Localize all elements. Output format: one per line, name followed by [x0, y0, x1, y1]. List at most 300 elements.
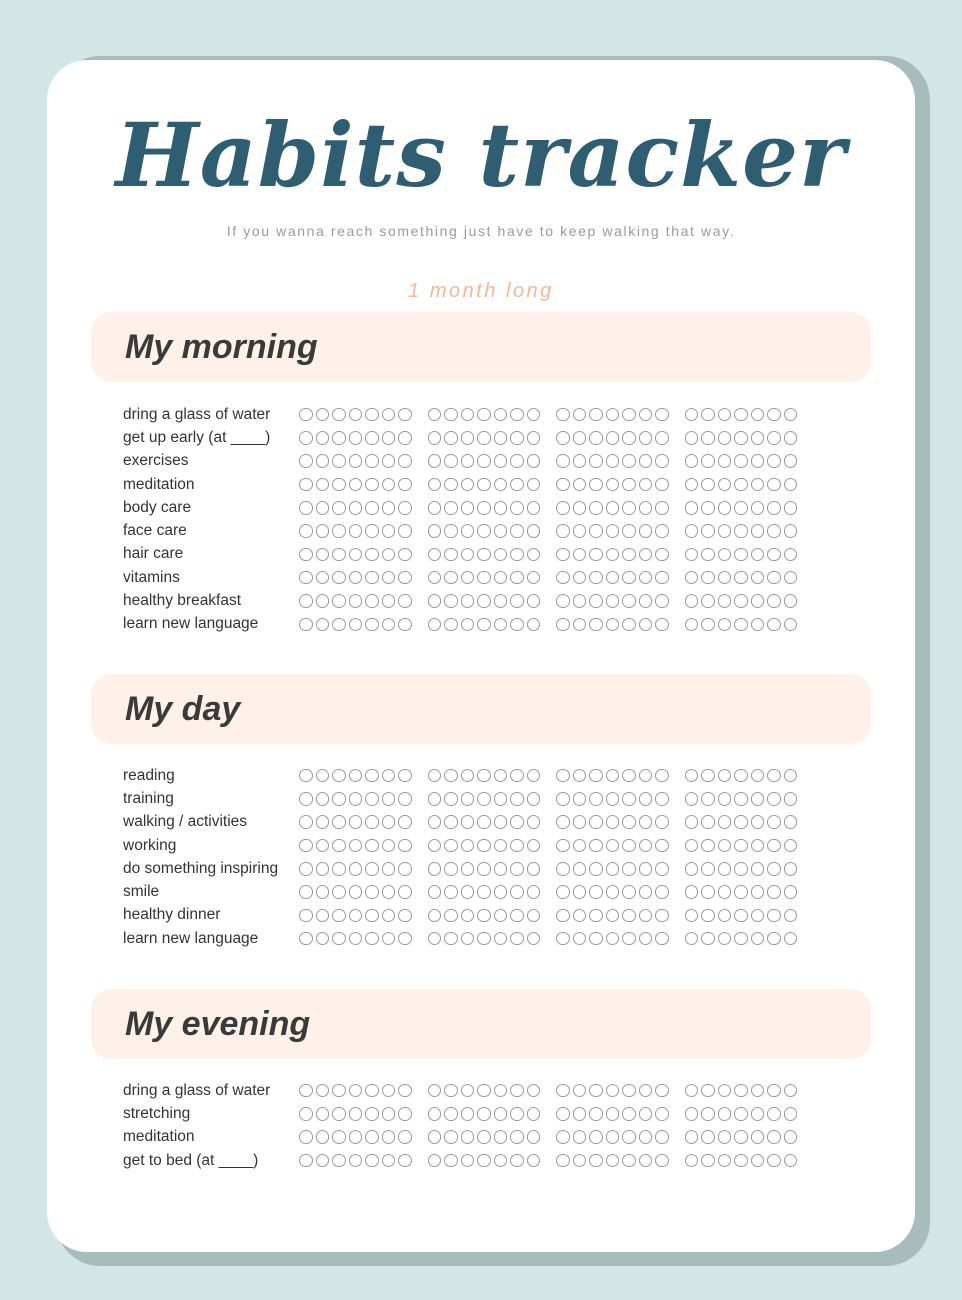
day-checkbox-circle[interactable]: [461, 524, 475, 538]
day-checkbox-circle[interactable]: [494, 1107, 508, 1121]
day-checkbox-circle[interactable]: [398, 862, 412, 876]
day-checkbox-circle[interactable]: [477, 454, 491, 468]
day-checkbox-circle[interactable]: [332, 501, 346, 515]
day-checkbox-circle[interactable]: [734, 548, 748, 562]
day-checkbox-circle[interactable]: [573, 501, 587, 515]
day-checkbox-circle[interactable]: [751, 594, 765, 608]
day-checkbox-circle[interactable]: [316, 1154, 330, 1168]
day-checkbox-circle[interactable]: [701, 885, 715, 899]
day-checkbox-circle[interactable]: [382, 548, 396, 562]
day-checkbox-circle[interactable]: [527, 1084, 541, 1098]
day-checkbox-circle[interactable]: [349, 1084, 363, 1098]
day-checkbox-circle[interactable]: [510, 408, 524, 422]
day-checkbox-circle[interactable]: [589, 815, 603, 829]
day-checkbox-circle[interactable]: [398, 408, 412, 422]
day-checkbox-circle[interactable]: [316, 524, 330, 538]
day-checkbox-circle[interactable]: [461, 909, 475, 923]
day-checkbox-circle[interactable]: [751, 769, 765, 783]
day-checkbox-circle[interactable]: [655, 885, 669, 899]
day-checkbox-circle[interactable]: [299, 1130, 313, 1144]
day-checkbox-circle[interactable]: [398, 1130, 412, 1144]
day-checkbox-circle[interactable]: [444, 571, 458, 585]
day-checkbox-circle[interactable]: [332, 769, 346, 783]
day-checkbox-circle[interactable]: [461, 618, 475, 632]
day-checkbox-circle[interactable]: [332, 1107, 346, 1121]
day-checkbox-circle[interactable]: [639, 1084, 653, 1098]
day-checkbox-circle[interactable]: [316, 839, 330, 853]
day-checkbox-circle[interactable]: [494, 1154, 508, 1168]
day-checkbox-circle[interactable]: [751, 839, 765, 853]
day-checkbox-circle[interactable]: [622, 839, 636, 853]
day-checkbox-circle[interactable]: [639, 815, 653, 829]
day-checkbox-circle[interactable]: [556, 909, 570, 923]
day-checkbox-circle[interactable]: [751, 454, 765, 468]
day-checkbox-circle[interactable]: [349, 792, 363, 806]
day-checkbox-circle[interactable]: [556, 839, 570, 853]
day-checkbox-circle[interactable]: [751, 815, 765, 829]
day-checkbox-circle[interactable]: [734, 885, 748, 899]
day-checkbox-circle[interactable]: [556, 862, 570, 876]
day-checkbox-circle[interactable]: [655, 1130, 669, 1144]
day-checkbox-circle[interactable]: [494, 431, 508, 445]
day-checkbox-circle[interactable]: [461, 594, 475, 608]
day-checkbox-circle[interactable]: [573, 839, 587, 853]
day-checkbox-circle[interactable]: [751, 524, 765, 538]
day-checkbox-circle[interactable]: [734, 431, 748, 445]
day-checkbox-circle[interactable]: [382, 909, 396, 923]
day-checkbox-circle[interactable]: [622, 909, 636, 923]
day-checkbox-circle[interactable]: [494, 454, 508, 468]
day-checkbox-circle[interactable]: [428, 769, 442, 783]
day-checkbox-circle[interactable]: [316, 431, 330, 445]
day-checkbox-circle[interactable]: [365, 454, 379, 468]
day-checkbox-circle[interactable]: [655, 862, 669, 876]
day-checkbox-circle[interactable]: [332, 1130, 346, 1144]
day-checkbox-circle[interactable]: [382, 932, 396, 946]
day-checkbox-circle[interactable]: [767, 932, 781, 946]
day-checkbox-circle[interactable]: [685, 1154, 699, 1168]
day-checkbox-circle[interactable]: [767, 885, 781, 899]
day-checkbox-circle[interactable]: [655, 524, 669, 538]
day-checkbox-circle[interactable]: [573, 524, 587, 538]
day-checkbox-circle[interactable]: [382, 571, 396, 585]
day-checkbox-circle[interactable]: [655, 792, 669, 806]
day-checkbox-circle[interactable]: [751, 618, 765, 632]
day-checkbox-circle[interactable]: [398, 618, 412, 632]
day-checkbox-circle[interactable]: [767, 815, 781, 829]
day-checkbox-circle[interactable]: [349, 1154, 363, 1168]
day-checkbox-circle[interactable]: [556, 618, 570, 632]
day-checkbox-circle[interactable]: [510, 478, 524, 492]
day-checkbox-circle[interactable]: [332, 909, 346, 923]
day-checkbox-circle[interactable]: [589, 909, 603, 923]
day-checkbox-circle[interactable]: [382, 1107, 396, 1121]
day-checkbox-circle[interactable]: [316, 571, 330, 585]
day-checkbox-circle[interactable]: [655, 571, 669, 585]
day-checkbox-circle[interactable]: [444, 524, 458, 538]
day-checkbox-circle[interactable]: [701, 815, 715, 829]
day-checkbox-circle[interactable]: [299, 1107, 313, 1121]
day-checkbox-circle[interactable]: [751, 571, 765, 585]
day-checkbox-circle[interactable]: [494, 909, 508, 923]
day-checkbox-circle[interactable]: [510, 769, 524, 783]
day-checkbox-circle[interactable]: [701, 571, 715, 585]
day-checkbox-circle[interactable]: [622, 1154, 636, 1168]
day-checkbox-circle[interactable]: [685, 839, 699, 853]
day-checkbox-circle[interactable]: [685, 932, 699, 946]
day-checkbox-circle[interactable]: [299, 408, 313, 422]
day-checkbox-circle[interactable]: [398, 594, 412, 608]
day-checkbox-circle[interactable]: [382, 862, 396, 876]
day-checkbox-circle[interactable]: [606, 769, 620, 783]
day-checkbox-circle[interactable]: [606, 885, 620, 899]
day-checkbox-circle[interactable]: [655, 501, 669, 515]
day-checkbox-circle[interactable]: [655, 932, 669, 946]
day-checkbox-circle[interactable]: [701, 1130, 715, 1144]
day-checkbox-circle[interactable]: [606, 815, 620, 829]
day-checkbox-circle[interactable]: [316, 1130, 330, 1144]
day-checkbox-circle[interactable]: [701, 1084, 715, 1098]
day-checkbox-circle[interactable]: [767, 1154, 781, 1168]
day-checkbox-circle[interactable]: [316, 618, 330, 632]
day-checkbox-circle[interactable]: [349, 839, 363, 853]
day-checkbox-circle[interactable]: [332, 431, 346, 445]
day-checkbox-circle[interactable]: [527, 885, 541, 899]
day-checkbox-circle[interactable]: [573, 594, 587, 608]
day-checkbox-circle[interactable]: [556, 1107, 570, 1121]
day-checkbox-circle[interactable]: [398, 815, 412, 829]
day-checkbox-circle[interactable]: [606, 1154, 620, 1168]
day-checkbox-circle[interactable]: [461, 548, 475, 562]
day-checkbox-circle[interactable]: [622, 932, 636, 946]
day-checkbox-circle[interactable]: [573, 408, 587, 422]
day-checkbox-circle[interactable]: [444, 408, 458, 422]
day-checkbox-circle[interactable]: [299, 932, 313, 946]
day-checkbox-circle[interactable]: [299, 594, 313, 608]
day-checkbox-circle[interactable]: [332, 571, 346, 585]
day-checkbox-circle[interactable]: [589, 431, 603, 445]
day-checkbox-circle[interactable]: [461, 769, 475, 783]
day-checkbox-circle[interactable]: [784, 839, 798, 853]
day-checkbox-circle[interactable]: [316, 862, 330, 876]
day-checkbox-circle[interactable]: [349, 885, 363, 899]
day-checkbox-circle[interactable]: [767, 1107, 781, 1121]
day-checkbox-circle[interactable]: [784, 571, 798, 585]
day-checkbox-circle[interactable]: [606, 594, 620, 608]
day-checkbox-circle[interactable]: [477, 932, 491, 946]
day-checkbox-circle[interactable]: [428, 478, 442, 492]
day-checkbox-circle[interactable]: [685, 1107, 699, 1121]
day-checkbox-circle[interactable]: [332, 862, 346, 876]
day-checkbox-circle[interactable]: [639, 618, 653, 632]
day-checkbox-circle[interactable]: [510, 548, 524, 562]
day-checkbox-circle[interactable]: [589, 501, 603, 515]
day-checkbox-circle[interactable]: [398, 839, 412, 853]
day-checkbox-circle[interactable]: [365, 618, 379, 632]
day-checkbox-circle[interactable]: [701, 769, 715, 783]
day-checkbox-circle[interactable]: [606, 1084, 620, 1098]
day-checkbox-circle[interactable]: [685, 548, 699, 562]
day-checkbox-circle[interactable]: [494, 932, 508, 946]
day-checkbox-circle[interactable]: [734, 408, 748, 422]
day-checkbox-circle[interactable]: [622, 1084, 636, 1098]
day-checkbox-circle[interactable]: [332, 839, 346, 853]
day-checkbox-circle[interactable]: [494, 792, 508, 806]
day-checkbox-circle[interactable]: [573, 478, 587, 492]
day-checkbox-circle[interactable]: [589, 862, 603, 876]
day-checkbox-circle[interactable]: [589, 548, 603, 562]
day-checkbox-circle[interactable]: [316, 548, 330, 562]
day-checkbox-circle[interactable]: [589, 1130, 603, 1144]
day-checkbox-circle[interactable]: [701, 454, 715, 468]
day-checkbox-circle[interactable]: [365, 571, 379, 585]
day-checkbox-circle[interactable]: [606, 909, 620, 923]
day-checkbox-circle[interactable]: [606, 501, 620, 515]
day-checkbox-circle[interactable]: [398, 909, 412, 923]
day-checkbox-circle[interactable]: [382, 594, 396, 608]
day-checkbox-circle[interactable]: [299, 618, 313, 632]
day-checkbox-circle[interactable]: [398, 524, 412, 538]
day-checkbox-circle[interactable]: [767, 1130, 781, 1144]
day-checkbox-circle[interactable]: [428, 1107, 442, 1121]
day-checkbox-circle[interactable]: [461, 408, 475, 422]
day-checkbox-circle[interactable]: [332, 618, 346, 632]
day-checkbox-circle[interactable]: [718, 885, 732, 899]
day-checkbox-circle[interactable]: [701, 862, 715, 876]
day-checkbox-circle[interactable]: [349, 1107, 363, 1121]
day-checkbox-circle[interactable]: [349, 862, 363, 876]
day-checkbox-circle[interactable]: [510, 1154, 524, 1168]
day-checkbox-circle[interactable]: [477, 618, 491, 632]
day-checkbox-circle[interactable]: [444, 548, 458, 562]
day-checkbox-circle[interactable]: [718, 408, 732, 422]
day-checkbox-circle[interactable]: [573, 1130, 587, 1144]
day-checkbox-circle[interactable]: [573, 431, 587, 445]
day-checkbox-circle[interactable]: [573, 1107, 587, 1121]
day-checkbox-circle[interactable]: [784, 618, 798, 632]
day-checkbox-circle[interactable]: [655, 548, 669, 562]
day-checkbox-circle[interactable]: [622, 769, 636, 783]
day-checkbox-circle[interactable]: [444, 1154, 458, 1168]
day-checkbox-circle[interactable]: [332, 1154, 346, 1168]
day-checkbox-circle[interactable]: [382, 769, 396, 783]
day-checkbox-circle[interactable]: [784, 454, 798, 468]
day-checkbox-circle[interactable]: [784, 1130, 798, 1144]
day-checkbox-circle[interactable]: [734, 1130, 748, 1144]
day-checkbox-circle[interactable]: [639, 1130, 653, 1144]
day-checkbox-circle[interactable]: [606, 478, 620, 492]
day-checkbox-circle[interactable]: [477, 524, 491, 538]
day-checkbox-circle[interactable]: [332, 454, 346, 468]
day-checkbox-circle[interactable]: [365, 909, 379, 923]
day-checkbox-circle[interactable]: [751, 1107, 765, 1121]
day-checkbox-circle[interactable]: [639, 431, 653, 445]
day-checkbox-circle[interactable]: [556, 548, 570, 562]
day-checkbox-circle[interactable]: [461, 501, 475, 515]
day-checkbox-circle[interactable]: [349, 618, 363, 632]
day-checkbox-circle[interactable]: [299, 524, 313, 538]
day-checkbox-circle[interactable]: [349, 909, 363, 923]
day-checkbox-circle[interactable]: [527, 571, 541, 585]
day-checkbox-circle[interactable]: [784, 524, 798, 538]
day-checkbox-circle[interactable]: [398, 431, 412, 445]
day-checkbox-circle[interactable]: [477, 839, 491, 853]
day-checkbox-circle[interactable]: [510, 618, 524, 632]
day-checkbox-circle[interactable]: [398, 501, 412, 515]
day-checkbox-circle[interactable]: [573, 1084, 587, 1098]
day-checkbox-circle[interactable]: [622, 1130, 636, 1144]
day-checkbox-circle[interactable]: [685, 909, 699, 923]
day-checkbox-circle[interactable]: [477, 862, 491, 876]
day-checkbox-circle[interactable]: [398, 1154, 412, 1168]
day-checkbox-circle[interactable]: [589, 571, 603, 585]
day-checkbox-circle[interactable]: [767, 548, 781, 562]
day-checkbox-circle[interactable]: [349, 454, 363, 468]
day-checkbox-circle[interactable]: [734, 501, 748, 515]
day-checkbox-circle[interactable]: [444, 909, 458, 923]
day-checkbox-circle[interactable]: [784, 769, 798, 783]
day-checkbox-circle[interactable]: [718, 618, 732, 632]
day-checkbox-circle[interactable]: [639, 839, 653, 853]
day-checkbox-circle[interactable]: [398, 454, 412, 468]
day-checkbox-circle[interactable]: [365, 815, 379, 829]
day-checkbox-circle[interactable]: [349, 431, 363, 445]
day-checkbox-circle[interactable]: [622, 431, 636, 445]
day-checkbox-circle[interactable]: [589, 408, 603, 422]
day-checkbox-circle[interactable]: [606, 524, 620, 538]
day-checkbox-circle[interactable]: [701, 408, 715, 422]
day-checkbox-circle[interactable]: [299, 548, 313, 562]
day-checkbox-circle[interactable]: [527, 909, 541, 923]
day-checkbox-circle[interactable]: [382, 1084, 396, 1098]
day-checkbox-circle[interactable]: [784, 885, 798, 899]
day-checkbox-circle[interactable]: [510, 524, 524, 538]
day-checkbox-circle[interactable]: [332, 932, 346, 946]
day-checkbox-circle[interactable]: [701, 501, 715, 515]
day-checkbox-circle[interactable]: [573, 792, 587, 806]
day-checkbox-circle[interactable]: [655, 815, 669, 829]
day-checkbox-circle[interactable]: [527, 1154, 541, 1168]
day-checkbox-circle[interactable]: [685, 501, 699, 515]
day-checkbox-circle[interactable]: [494, 769, 508, 783]
day-checkbox-circle[interactable]: [718, 571, 732, 585]
day-checkbox-circle[interactable]: [556, 1154, 570, 1168]
day-checkbox-circle[interactable]: [299, 862, 313, 876]
day-checkbox-circle[interactable]: [589, 618, 603, 632]
day-checkbox-circle[interactable]: [332, 792, 346, 806]
day-checkbox-circle[interactable]: [444, 478, 458, 492]
day-checkbox-circle[interactable]: [316, 1107, 330, 1121]
day-checkbox-circle[interactable]: [734, 862, 748, 876]
day-checkbox-circle[interactable]: [622, 501, 636, 515]
day-checkbox-circle[interactable]: [573, 548, 587, 562]
day-checkbox-circle[interactable]: [622, 571, 636, 585]
day-checkbox-circle[interactable]: [494, 524, 508, 538]
day-checkbox-circle[interactable]: [606, 431, 620, 445]
day-checkbox-circle[interactable]: [784, 594, 798, 608]
day-checkbox-circle[interactable]: [444, 932, 458, 946]
day-checkbox-circle[interactable]: [685, 571, 699, 585]
day-checkbox-circle[interactable]: [718, 431, 732, 445]
day-checkbox-circle[interactable]: [444, 1130, 458, 1144]
day-checkbox-circle[interactable]: [527, 769, 541, 783]
day-checkbox-circle[interactable]: [510, 932, 524, 946]
day-checkbox-circle[interactable]: [332, 1084, 346, 1098]
day-checkbox-circle[interactable]: [718, 1084, 732, 1098]
day-checkbox-circle[interactable]: [556, 431, 570, 445]
day-checkbox-circle[interactable]: [527, 431, 541, 445]
day-checkbox-circle[interactable]: [734, 815, 748, 829]
day-checkbox-circle[interactable]: [494, 618, 508, 632]
day-checkbox-circle[interactable]: [751, 501, 765, 515]
day-checkbox-circle[interactable]: [382, 408, 396, 422]
day-checkbox-circle[interactable]: [718, 478, 732, 492]
day-checkbox-circle[interactable]: [784, 862, 798, 876]
day-checkbox-circle[interactable]: [751, 1154, 765, 1168]
day-checkbox-circle[interactable]: [382, 524, 396, 538]
day-checkbox-circle[interactable]: [685, 792, 699, 806]
day-checkbox-circle[interactable]: [556, 885, 570, 899]
day-checkbox-circle[interactable]: [639, 571, 653, 585]
day-checkbox-circle[interactable]: [461, 815, 475, 829]
day-checkbox-circle[interactable]: [622, 454, 636, 468]
day-checkbox-circle[interactable]: [382, 839, 396, 853]
day-checkbox-circle[interactable]: [398, 885, 412, 899]
day-checkbox-circle[interactable]: [444, 815, 458, 829]
day-checkbox-circle[interactable]: [556, 571, 570, 585]
day-checkbox-circle[interactable]: [573, 932, 587, 946]
day-checkbox-circle[interactable]: [316, 815, 330, 829]
day-checkbox-circle[interactable]: [556, 524, 570, 538]
day-checkbox-circle[interactable]: [685, 862, 699, 876]
day-checkbox-circle[interactable]: [606, 862, 620, 876]
day-checkbox-circle[interactable]: [573, 454, 587, 468]
day-checkbox-circle[interactable]: [428, 1130, 442, 1144]
day-checkbox-circle[interactable]: [767, 839, 781, 853]
day-checkbox-circle[interactable]: [349, 571, 363, 585]
day-checkbox-circle[interactable]: [767, 862, 781, 876]
day-checkbox-circle[interactable]: [573, 769, 587, 783]
day-checkbox-circle[interactable]: [299, 501, 313, 515]
day-checkbox-circle[interactable]: [573, 885, 587, 899]
day-checkbox-circle[interactable]: [784, 478, 798, 492]
day-checkbox-circle[interactable]: [556, 769, 570, 783]
day-checkbox-circle[interactable]: [299, 1154, 313, 1168]
day-checkbox-circle[interactable]: [477, 501, 491, 515]
day-checkbox-circle[interactable]: [685, 454, 699, 468]
day-checkbox-circle[interactable]: [365, 594, 379, 608]
day-checkbox-circle[interactable]: [510, 454, 524, 468]
day-checkbox-circle[interactable]: [718, 548, 732, 562]
day-checkbox-circle[interactable]: [589, 1107, 603, 1121]
day-checkbox-circle[interactable]: [444, 792, 458, 806]
day-checkbox-circle[interactable]: [349, 932, 363, 946]
day-checkbox-circle[interactable]: [349, 769, 363, 783]
day-checkbox-circle[interactable]: [428, 885, 442, 899]
day-checkbox-circle[interactable]: [655, 618, 669, 632]
day-checkbox-circle[interactable]: [349, 501, 363, 515]
day-checkbox-circle[interactable]: [494, 594, 508, 608]
day-checkbox-circle[interactable]: [639, 548, 653, 562]
day-checkbox-circle[interactable]: [767, 524, 781, 538]
day-checkbox-circle[interactable]: [556, 792, 570, 806]
day-checkbox-circle[interactable]: [639, 524, 653, 538]
day-checkbox-circle[interactable]: [718, 1107, 732, 1121]
day-checkbox-circle[interactable]: [494, 815, 508, 829]
day-checkbox-circle[interactable]: [477, 909, 491, 923]
day-checkbox-circle[interactable]: [444, 594, 458, 608]
day-checkbox-circle[interactable]: [382, 815, 396, 829]
